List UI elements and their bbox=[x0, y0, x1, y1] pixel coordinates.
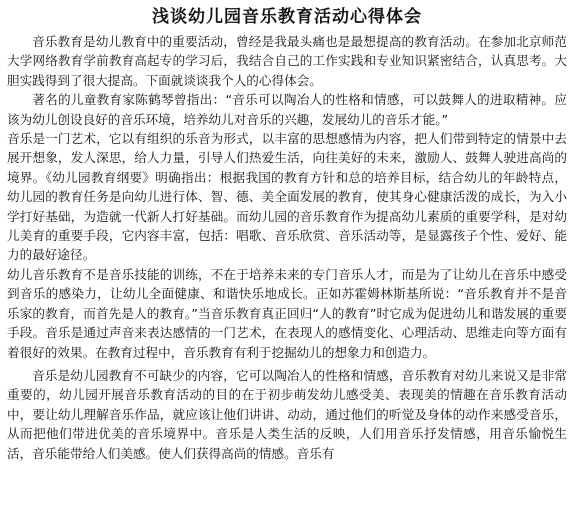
paragraph-music-art: 音乐是一门艺术，它以有组织的乐音为形式，以丰富的思想感情为内容，把人们带到特定的情景中去展开想象，发人深思，给人力量，引导人们热爱生活，向往美好的未来，激励人、鼓舞人驶进高尚的境界。《幼儿园教育纲要》明确指出：根据我国的教育方针和总的培养目标，结合幼儿的年龄特点，幼儿园的教育任务是向幼儿进行体、智、德、美全面发展的教育，使其身心健康活泼的成长，为入小学打好基础，为造就一代新人打好基础。而幼儿园的音乐教育作为提高幼儿素质的重要学科，是对幼儿美育的重要手段，它内容丰富，包括：唱歌、音乐欣赏、音乐活动等，是显露孩子个性、爱好、能力的最好途径。 bbox=[7, 131, 567, 263]
paragraph-quote-chen: 著名的儿童教育家陈鹤琴曾指出：“音乐可以陶冶人的性格和情感，可以鼓舞人的进取精神。应该为幼儿创设良好的音乐环境，培养幼儿对音乐的兴趣，发展幼儿的音乐才能。” bbox=[7, 92, 567, 127]
document-title: 浅谈幼儿园音乐教育活动心得体会 bbox=[152, 7, 422, 27]
paragraph-kindergarten-music: 音乐是幼儿园教育不可缺少的内容，它可以陶冶人的性格和情感，音乐教育对幼儿来说又是非常重要的，幼儿园开展音乐教育活动的目的在于初步萌发幼儿感受美、表现美的情趣在音乐教育活动中，要让幼儿理解音乐作品，就应该让他们讲讲、动动，通过他们的听觉及身体的动作来感受音乐，从而把他们带进优美的音乐境界中。音乐是人类生活的反映，人们用音乐抒发情感，用音乐愉悦生活，音乐能带给人们美感。使人们获得高尚的情感。音乐有 bbox=[7, 367, 567, 461]
paragraph-intro: 音乐教育是幼儿教育中的重要活动，曾经是我最头痛也是最想提高的教育活动。在参加北京师范大学网络教育学前教育高起专的学习后，我结合自己的工作实践和专业知识紧密结合，认真思考。大胆实践得到了很大提高。下面就谈谈我个人的心得体会。 bbox=[7, 34, 567, 88]
paragraph-music-education: 幼儿音乐教育不是音乐技能的训练，不在于培养未来的专门音乐人才，而是为了让幼儿在音乐中感受到音乐的感染力，让幼儿全面健康、和谐快乐地成长。正如苏霍姆林斯基所说：“音乐教育并不是音乐家的教育，而首先是人的教育。”当音乐教育真正回归“人的教育”时它成为促进幼儿和谐发展的重要手段。音乐是通过声音来表达感情的一门艺术，在表现人的感情变化、心理活动、思维走向等方面有着很好的效果。在教育过程中，音乐教育有利于挖掘幼儿的想象力和创造力。 bbox=[7, 266, 567, 360]
